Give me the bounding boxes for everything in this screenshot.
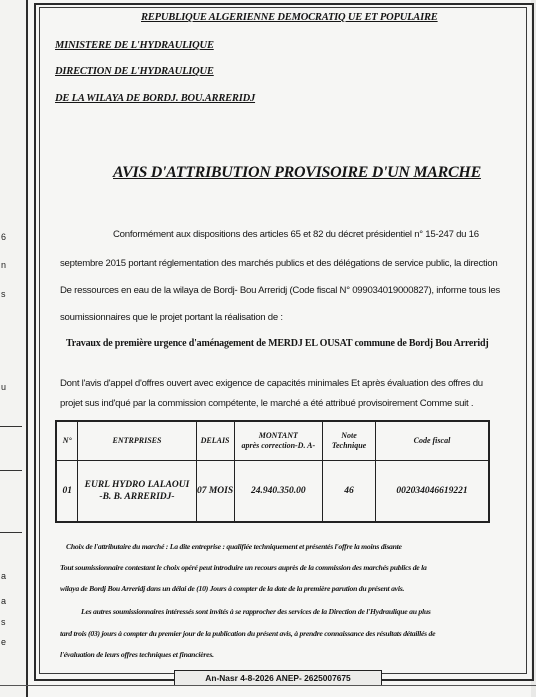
margin-fragment: a <box>1 596 7 606</box>
col-header-delay: DELAIS <box>196 421 234 461</box>
notice-title: AVIS D'ATTRIBUTION PROVISOIRE D'UN MARCHE <box>113 164 481 181</box>
project-title: Travaux de première urgence d'aménagement de MERDJ EL OUSAT commune de Bordj Bou Arreridj <box>66 338 489 349</box>
margin-divider <box>0 532 22 533</box>
republic-header: REPUBLIQUE ALGERIENNE DEMOCRATIQ UE ET POPULAIRE <box>141 12 438 23</box>
intro-line: De ressources en eau de la wilaya de Bordj- Bou Arreridj (Code fiscal N° 099034019000827), informe tous les <box>60 285 500 296</box>
col-header-company: ENTRPRISES <box>78 421 196 461</box>
wilaya-header: DE LA WILAYA DE BORDJ. BOU.ARRERIDJ <box>55 93 256 104</box>
attribution-line: projet sus ind'qué par la commission compétente, le marché a été attribué provisoirement Comme suit . <box>60 398 474 409</box>
row-fiscal-code: 002034046619221 <box>375 461 489 523</box>
intro-line: Conformément aux dispositions des articles 65 et 82 du décret présidentiel n° 15-247 du 16 <box>113 229 479 240</box>
row-company <box>78 461 196 523</box>
margin-fragment: u <box>1 382 7 392</box>
col-header-fiscal-code: Code fiscal <box>375 421 489 461</box>
ministry-header: MINISTERE DE L'HYDRAULIQUE <box>55 40 214 51</box>
margin-fragment: s <box>1 617 6 627</box>
margin-fragment: a <box>1 571 7 581</box>
margin-fragment: s <box>1 289 6 299</box>
direction-header: DIRECTION DE L'HYDRAULIQUE <box>55 66 214 77</box>
col-header-number: N° <box>56 421 78 461</box>
note-line: Tout soumissionnaire contestant le choix opéré peut introduire un recours auprès de la commission des marchés publics de la <box>60 563 427 572</box>
intro-line: soumissionnaires que le projet portant la réalisation de : <box>60 312 283 323</box>
margin-divider <box>0 426 22 427</box>
amount-header-line1: MONTANT <box>258 431 298 440</box>
note-line: Les autres soumissionnaires intéressés sont invités à se rapprocher des services de la Direction de l'Hydraulique au plus <box>81 607 431 616</box>
note-line: l'évaluation de leurs offres techniques et financières. <box>60 650 214 659</box>
row-score: 46 <box>323 461 376 523</box>
margin-divider <box>0 470 22 471</box>
table-row <box>56 461 489 523</box>
col-header-score <box>323 421 376 461</box>
company-location: -B. B. ARRERIDJ- <box>99 492 175 502</box>
row-number: 01 <box>56 461 78 523</box>
col-header-amount <box>234 421 323 461</box>
adjacent-column-strip <box>0 0 28 697</box>
table-header-row <box>56 421 489 461</box>
publication-reference: An-Nasr 4-8-2026 ANEP- 2625007675 <box>174 670 382 686</box>
score-header-line2: Technique <box>331 441 367 450</box>
attribution-table <box>55 420 490 523</box>
margin-fragment: n <box>1 260 7 270</box>
attribution-line: Dont l'avis d'appel d'offres ouvert avec exigence de capacités minimales Et après évaluation des offres du <box>60 378 483 389</box>
margin-fragment: e <box>1 637 7 647</box>
margin-fragment: 6 <box>1 232 7 242</box>
score-header-line1: Note <box>341 431 357 440</box>
note-line: wilaya de Bordj Bou Arreridj dans un délai de (10) Jours à compter de la date de la première parution du présent avis. <box>60 584 405 593</box>
note-line: Choix de l'attributaire du marché : La dite entreprise : qualifiée techniquement et présentés l'offre la moins disante <box>66 542 402 551</box>
intro-line: septembre 2015 portant réglementation des marchés publics et des délégations de service public, la direction <box>60 258 498 269</box>
row-delay: 07 MOIS <box>196 461 234 523</box>
page-bottom-rule <box>0 685 536 686</box>
amount-header-line2: après correction-D. A- <box>241 441 316 450</box>
note-line: tard trois (03) jours à compter du premier jour de la publication du présent avis, à prendre connaissance des résultats détaillés de <box>60 629 436 638</box>
row-amount: 24.940.350.00 <box>234 461 323 523</box>
company-name: EURL HYDRO LALAOUI <box>84 480 190 490</box>
